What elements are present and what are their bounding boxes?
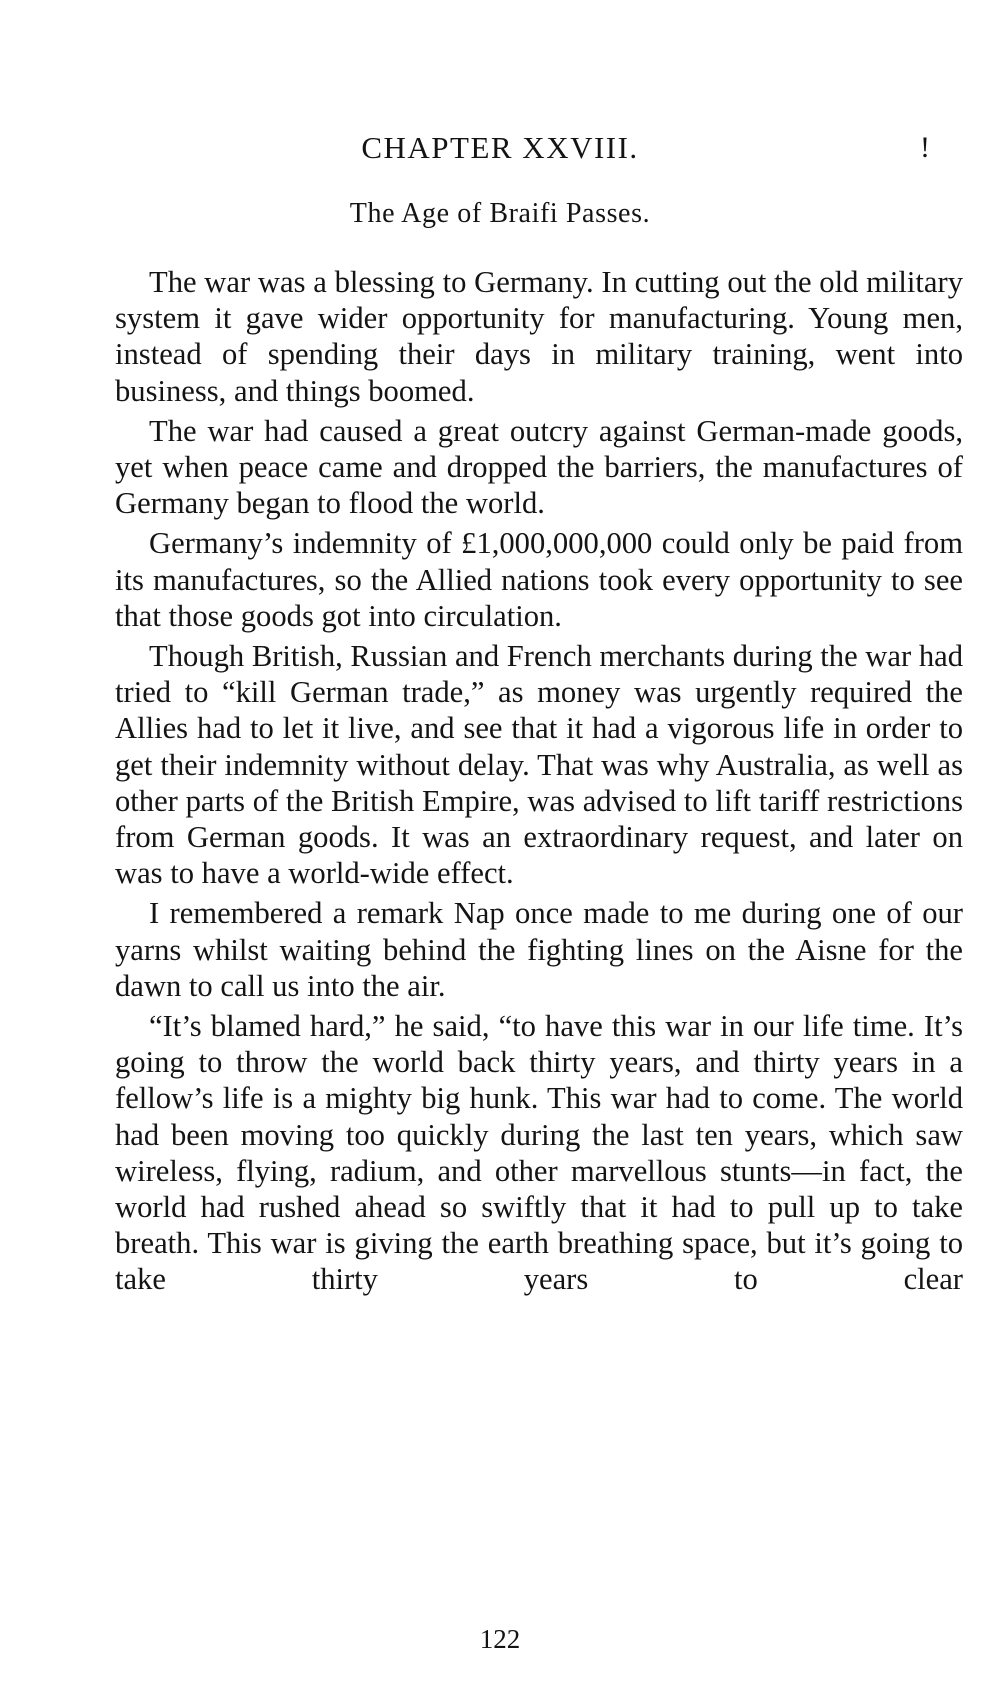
- chapter-title: The Age of Braifi Passes.: [349, 198, 651, 229]
- paragraph-2: The war had caused a great outcry against German-made goods, yet when peace came and dropped the barriers, the manufactures of Germany began to flood the world.: [115, 413, 963, 521]
- chapter-heading: CHAPTER XXVIII.: [361, 130, 639, 165]
- paragraph-6: “It’s blamed hard,” he said, “to have this war in our life time. It’s going to throw the world back thirty years, and thirty years in a fellow’s life is a mighty big hunk. This war had to come. The world had been moving too quickly during the last ten years, which saw wireless, flying, radium, and other marvellous stunts—in fact, the world had rushed ahead so swiftly that it had to pull up to take breath. This war is giving the earth breathing space, but it’s going to take thirty years to clear: [115, 1009, 963, 1297]
- paragraph-3: Germany’s indemnity of £1,000,000,000 could only be paid from its manufactures, so the Allied nations took every opportunity to see that those goods got into circulation.: [115, 526, 963, 633]
- paragraph-1: The war was a blessing to Germany. In cutting out the old military system it gave wider opportunity for manufacturing. Young men, instead of spending their days in military training, went into business, and things boomed.: [115, 265, 963, 408]
- page-number: 122: [479, 1624, 521, 1654]
- body-text: [115, 264, 963, 1302]
- chapter-mark: !: [920, 131, 930, 164]
- paragraph-4: Though British, Russian and French merchants during the war had tried to “kill German trade,” as money was urgently required the Allies had to let it live, and see that it had a vigorous life in order to get their indemnity without delay. That was why Australia, as well as other parts of the British Empire, was advised to lift tariff restrictions from German goods. It was an extraordinary request, and later on was to have a world-wide effect.: [115, 639, 963, 891]
- paragraph-5: I remembered a remark Nap once made to me during one of our yarns whilst waiting behind the fighting lines on the Aisne for the dawn to call us into the air.: [115, 896, 963, 1003]
